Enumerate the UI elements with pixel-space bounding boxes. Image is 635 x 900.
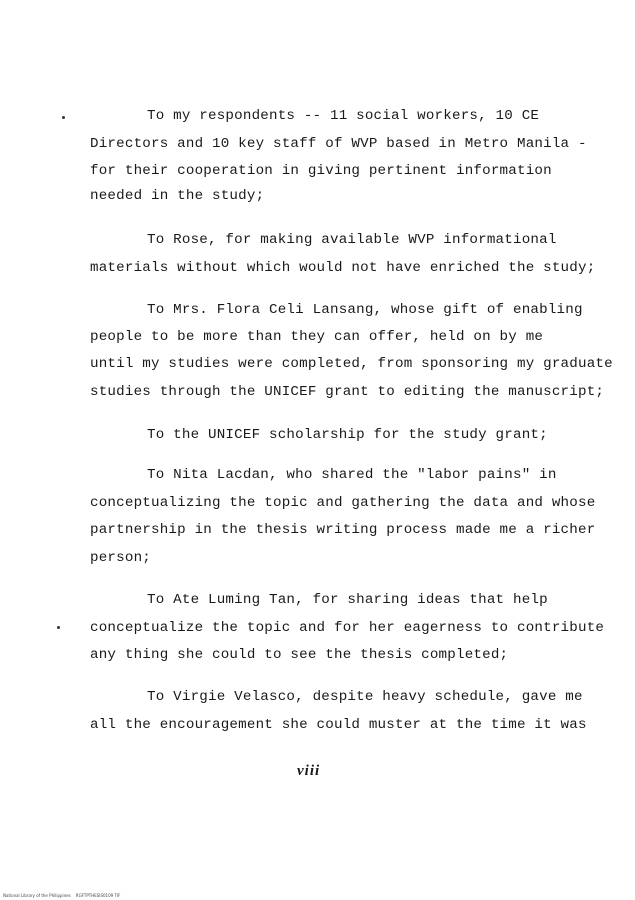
text-line: all the encouragement she could muster at the time it was	[90, 717, 587, 733]
text-line: for their cooperation in giving pertinent information	[90, 163, 552, 179]
text-line: until my studies were completed, from sponsoring my graduate	[90, 356, 613, 372]
page-number: viii	[297, 763, 321, 779]
text-line: any thing she could to see the thesis completed;	[90, 647, 509, 663]
text-line: conceptualizing the topic and gathering the data and whose	[90, 495, 596, 511]
bullet-mark	[62, 116, 65, 119]
text-line: Directors and 10 key staff of WVP based in Metro Manila -	[90, 136, 587, 152]
text-line: studies through the UNICEF grant to editing the manuscript;	[90, 384, 605, 400]
text-line: materials without which would not have enriched the study;	[90, 260, 596, 276]
text-line: To my respondents -- 11 social workers, 10 CE	[147, 108, 540, 124]
text-line: To Rose, for making available WVP informational	[147, 232, 557, 248]
text-line: people to be more than they can offer, held on by me	[90, 329, 544, 345]
text-line: To Virgie Velasco, despite heavy schedule, gave me	[147, 689, 583, 705]
text-line: To the UNICEF scholarship for the study grant;	[147, 427, 548, 443]
text-line: needed in the study;	[90, 188, 265, 204]
text-line: To Nita Lacdan, who shared the "labor pains" in	[147, 467, 557, 483]
text-line: To Ate Luming Tan, for sharing ideas that help	[147, 592, 548, 608]
scan-footer: National Library of the Philippines RGFTPTHESIS0109 TIF	[3, 893, 121, 898]
bullet-mark	[57, 626, 60, 629]
text-line: person;	[90, 550, 151, 566]
text-line: partnership in the thesis writing process made me a richer	[90, 522, 596, 538]
text-line: conceptualize the topic and for her eagerness to contribute	[90, 620, 605, 636]
text-line: To Mrs. Flora Celi Lansang, whose gift of enabling	[147, 302, 583, 318]
